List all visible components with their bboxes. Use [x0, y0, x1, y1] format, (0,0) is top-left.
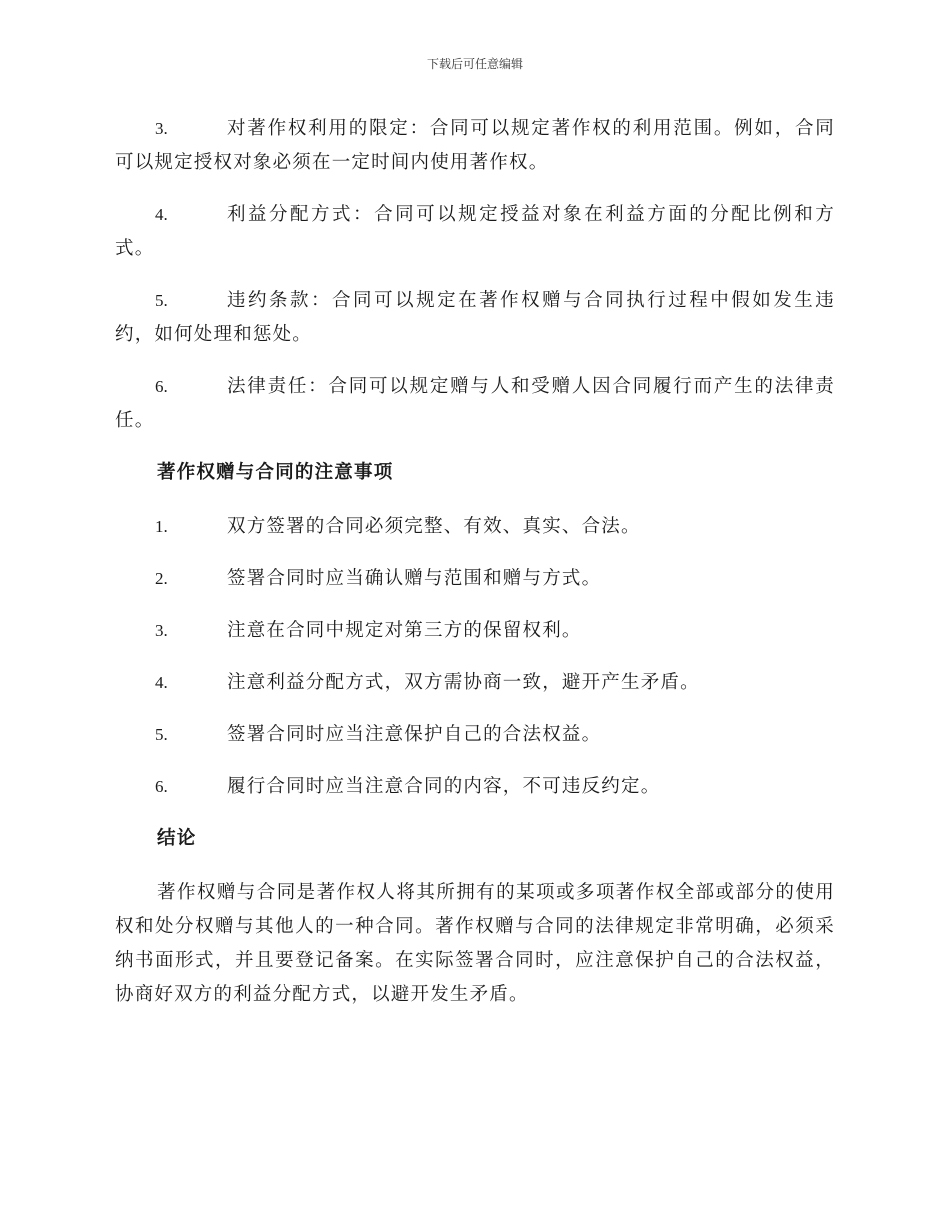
list-item-number: 5. — [155, 291, 168, 310]
section-heading: 著作权赠与合同的注意事项 — [157, 462, 394, 483]
list-item-text: 对著作权利用的限定：合同可以规定著作权的利用范围。例如，合同可以规定授权对象必须在一定时间内使用著作权。 — [115, 118, 835, 173]
list-item — [115, 614, 835, 648]
list-item-text: 注意在合同中规定对第三方的保留权利。 — [227, 620, 582, 641]
list-item-number: 3. — [155, 621, 168, 640]
list-item — [115, 284, 835, 352]
list-item — [115, 666, 835, 700]
list-item-number: 4. — [155, 205, 168, 224]
list-item-number: 6. — [155, 377, 168, 396]
list-item-number: 4. — [155, 673, 168, 692]
list-item-text: 注意利益分配方式，双方需协商一致，避开产生矛盾。 — [227, 672, 700, 693]
document-body — [115, 112, 835, 1012]
list-item-number: 3. — [155, 119, 168, 138]
list-item-text: 签署合同时应当注意保护自己的合法权益。 — [227, 724, 602, 745]
list-item — [115, 112, 835, 180]
list-item — [115, 510, 835, 544]
page-header: 下载后可任意编辑 — [426, 57, 523, 71]
list-item-number: 2. — [155, 569, 168, 588]
list-item — [115, 770, 835, 804]
list-item-text: 双方签署的合同必须完整、有效、真实、合法。 — [227, 516, 641, 537]
list-item — [115, 562, 835, 596]
list-item-text: 利益分配方式：合同可以规定授益对象在利益方面的分配比例和方式。 — [115, 204, 835, 259]
section-heading: 结论 — [157, 828, 197, 849]
list-item-number: 6. — [155, 777, 168, 796]
list-item-text: 签署合同时应当确认赠与范围和赠与方式。 — [227, 568, 602, 589]
list-item-text: 违约条款：合同可以规定在著作权赠与合同执行过程中假如发生违约，如何处理和惩处。 — [115, 290, 835, 345]
list-item — [115, 718, 835, 752]
list-item-number: 5. — [155, 725, 168, 744]
list-item — [115, 370, 835, 438]
list-item-text: 法律责任：合同可以规定赠与人和受赠人因合同履行而产生的法律责任。 — [115, 376, 835, 431]
list-item — [115, 198, 835, 266]
list-item-text: 履行合同时应当注意合同的内容，不可违反约定。 — [227, 776, 661, 797]
conclusion-paragraph: 著作权赠与合同是著作权人将其所拥有的某项或多项著作权全部或部分的使用权和处分权赠与其他人的一种合同。著作权赠与合同的法律规定非常明确，必须采纳书面形式，并且要登记备案。在实际签署合同时，应注意保护自己的合法权益，协商好双方的利益分配方式，以避开发生矛盾。 — [115, 882, 835, 1005]
list-item-number: 1. — [155, 517, 168, 536]
